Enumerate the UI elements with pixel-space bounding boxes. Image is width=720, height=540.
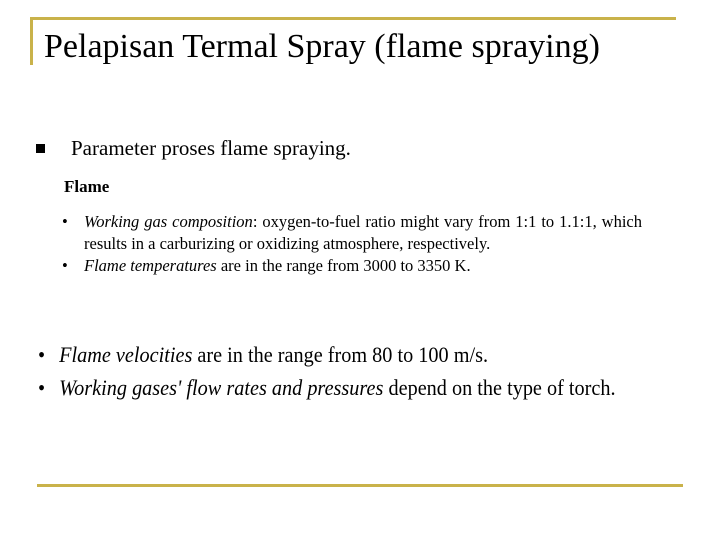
item-text: are in the range from 80 to 100 m/s. — [192, 342, 489, 367]
frame-top-line — [30, 17, 676, 20]
item-term: Flame velocities — [59, 342, 193, 367]
flame-list — [62, 211, 642, 277]
item-text: : oxygen-to-fuel ratio might vary from 1:1 to 1.1:1, which results in a carburizing or oxidizing atmosphere, respectively. — [84, 212, 642, 253]
slide-title: Pelapisan Termal Spray (flame spraying) — [44, 28, 600, 65]
square-bullet-icon — [36, 144, 45, 153]
item-term: Flame temperatures — [84, 256, 217, 275]
list-item — [62, 211, 642, 255]
frame-bottom-line — [37, 484, 683, 487]
flame-excerpt — [62, 177, 642, 277]
list-item — [62, 255, 642, 277]
main-bullet — [36, 136, 351, 161]
list-item — [38, 338, 645, 371]
flame-heading: Flame — [64, 177, 110, 196]
item-text: are in the range from 3000 to 3350 K. — [216, 256, 471, 275]
main-bullet-text: Parameter proses flame spraying. — [71, 136, 351, 160]
item-text: depend on the type of torch. — [383, 375, 616, 400]
flame-extra-list — [38, 338, 698, 404]
list-item — [38, 371, 645, 404]
item-term: Working gas composition — [84, 212, 253, 231]
item-term: Working gases' flow rates and pressures — [59, 375, 384, 400]
frame-left-line — [30, 17, 33, 65]
